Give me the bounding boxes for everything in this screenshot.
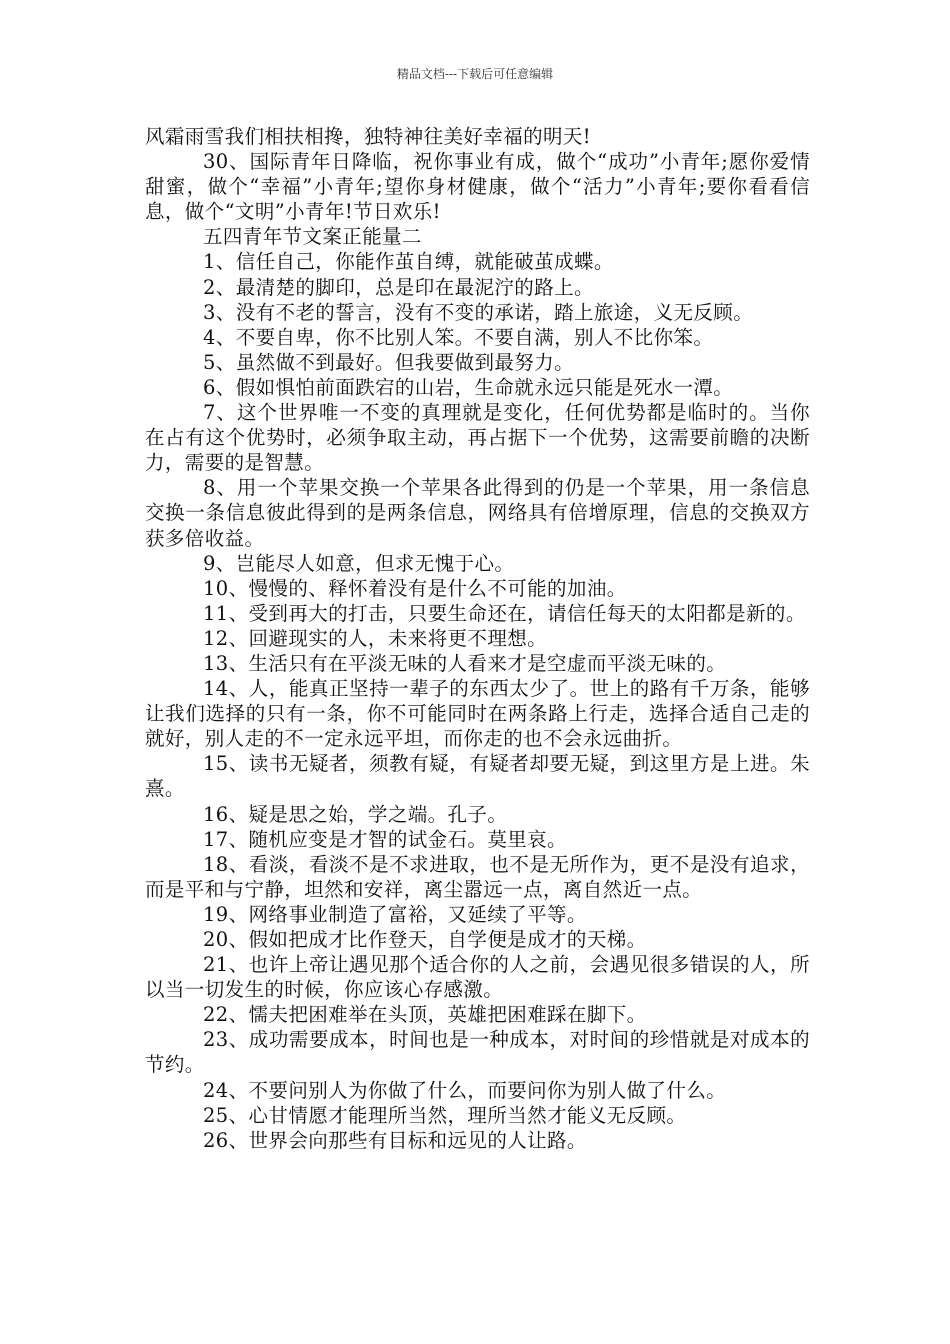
- list-item: 26、世界会向那些有目标和远见的人让路。: [203, 1128, 587, 1152]
- list-item: 23、成功需要成本，时间也是一种成本，对时间的珍惜就是对成本的节约。: [145, 1028, 810, 1077]
- list-item: 24、不要问别人为你做了什么，而要问你为别人做了什么。: [203, 1078, 727, 1102]
- list-item: 2、最清楚的脚印，总是印在最泥泞的路上。: [203, 275, 594, 299]
- paragraph: 30、国际青年日降临，祝你事业有成，做个“成功”小青年;愿你爱情甜蜜，做个“幸福”小青年;望你身材健康，做个“活力”小青年;要你看看信息，做个“文明”小青年!节日欢乐!: [145, 150, 810, 224]
- list-item: 1、信任自己，你能作茧自缚，就能破茧成蝶。: [203, 250, 614, 274]
- document-body: [145, 124, 810, 1153]
- list-item: 18、看淡，看淡不是不求进取，也不是无所作为，更不是没有追求，而是平和与宁静，坦然和安祥，离尘嚣远一点，离自然近一点。: [145, 852, 810, 901]
- list-item: 25、心甘情愿才能理所当然，理所当然才能义无反顾。: [203, 1103, 687, 1127]
- list-item: 14、人，能真正坚持一辈子的东西太少了。世上的路有千万条，能够让我们选择的只有一条，你不可能同时在两条路上行走，选择合适自己走的就好，别人走的不一定永远平坦，而你走的也不会永远曲折。: [145, 677, 810, 751]
- list-item: 21、也许上帝让遇见那个适合你的人之前，会遇见很多错误的人，所以当一切发生的时候，你应该心存感激。: [145, 953, 810, 1002]
- paragraph: 风霜雨雪我们相扶相搀，独特神往美好幸福的明天!: [145, 125, 592, 148]
- list-item: 12、回避现实的人，未来将更不理想。: [203, 626, 548, 650]
- list-item: 3、没有不老的誓言，没有不变的承诺，踏上旅途，义无反顾。: [203, 300, 754, 324]
- list-item: 13、生活只有在平淡无味的人看来才是空虚而平淡无味的。: [203, 651, 727, 675]
- list-item: 11、受到再大的打击，只要生命还在，请信任每天的太阳都是新的。: [203, 601, 806, 625]
- section-heading: 五四青年节文案正能量二: [203, 225, 422, 249]
- list-item: 7、这个世界唯一不变的真理就是变化，任何优势都是临时的。当你在占有这个优势时，必须争取主动，再占据下一个优势，这需要前瞻的决断力，需要的是智慧。: [145, 401, 810, 475]
- list-item: 6、假如惧怕前面跌宕的山岩，生命就永远只能是死水一潭。: [203, 375, 734, 399]
- list-item: 20、假如把成才比作登天，自学便是成才的天梯。: [203, 928, 647, 951]
- list-item: 9、岂能尽人如意，但求无愧于心。: [203, 551, 515, 575]
- page-header: 精品文档---下载后可任意编辑: [396, 67, 554, 81]
- list-item: 17、随机应变是才智的试金石。莫里哀。: [203, 827, 567, 851]
- list-item: 5、虽然做不到最好。但我要做到最努力。: [203, 350, 575, 374]
- list-item: 4、不要自卑，你不比别人笨。不要自满，别人不比你笨。: [203, 325, 714, 349]
- list-item: 19、网络事业制造了富裕，又延续了平等。: [203, 902, 587, 926]
- list-item: 22、懦夫把困难举在头顶，英雄把困难踩在脚下。: [203, 1003, 647, 1027]
- list-item: 15、读书无疑者，须教有疑，有疑者却要无疑，到这里方是上进。朱熹。: [145, 752, 810, 801]
- list-item: 10、慢慢的、释怀着没有是什么不可能的加油。: [203, 576, 627, 600]
- list-item: 16、疑是思之始，学之端。孔子。: [203, 802, 508, 826]
- list-item: 8、用一个苹果交换一个苹果各此得到的仍是一个苹果，用一条信息交换一条信息彼此得到的是两条信息，网络具有倍增原理，信息的交换双方获多倍收益。: [145, 476, 810, 550]
